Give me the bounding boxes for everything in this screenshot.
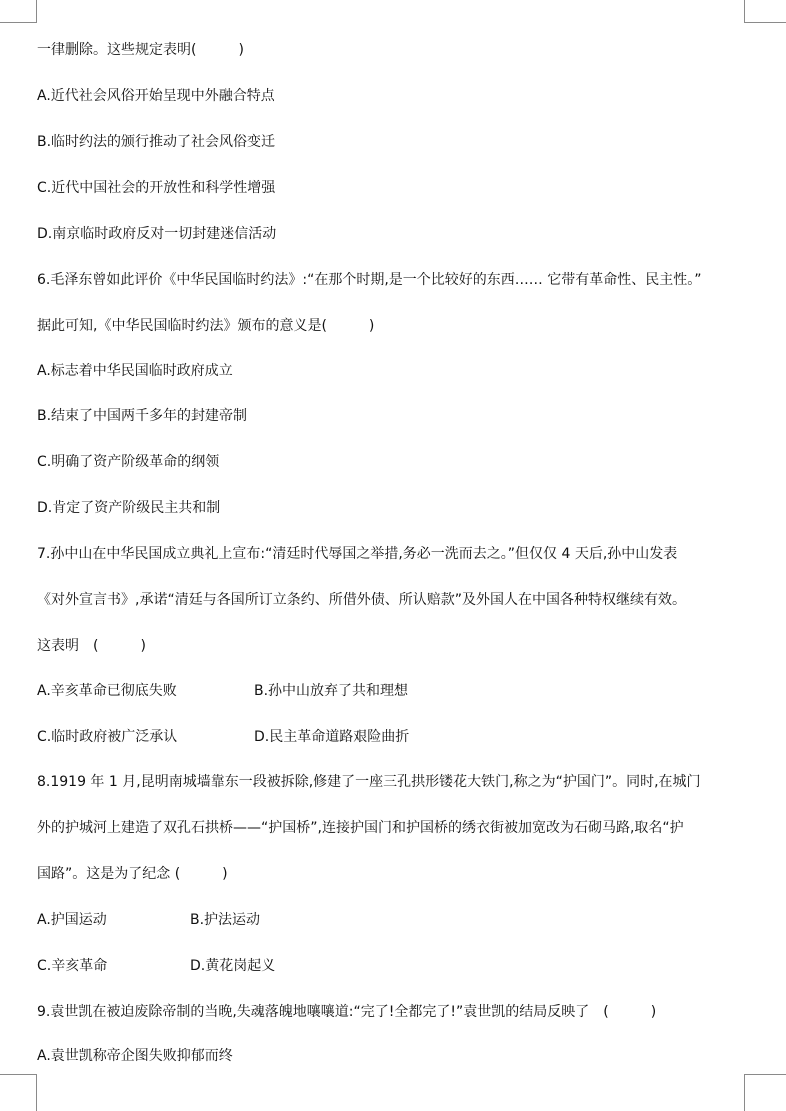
q5-option-d: D.南京临时政府反对一切封建迷信活动	[37, 226, 277, 242]
q7-option-b: B.孙中山放弃了共和理想	[254, 683, 409, 699]
q7-option-d: D.民主革命道路艰险曲折	[254, 729, 410, 745]
q9-option-a: A.袁世凯称帝企图失败抑郁而终	[37, 1048, 233, 1064]
q5-option-c: C.近代中国社会的开放性和科学性增强	[37, 180, 276, 196]
q7-option-c: C.临时政府被广泛承认	[37, 729, 178, 745]
q8-stem-line1: 8.1919 年 1 月,昆明南城墙靠东一段被拆除,修建了一座三孔拱形镂花大铁门,称之为“护国门”。同时,在城门	[37, 774, 701, 790]
crop-mark-top-right	[744, 0, 786, 23]
q7-stem-line2: 《对外宣言书》,承诺“清廷与各国所订立条约、所借外债、所认赔款”及外国人在中国各种特权继续有效。	[37, 592, 686, 608]
q8-option-b: B.护法运动	[190, 912, 261, 928]
q7-stem-line3: 这表明 ( )	[37, 638, 146, 654]
q8-stem-line3: 国路”。这是为了纪念 ( )	[37, 866, 228, 882]
q6-option-a: A.标志着中华民国临时政府成立	[37, 363, 233, 379]
q8-option-a: A.护国运动	[37, 912, 107, 928]
crop-mark-top-left	[0, 0, 37, 23]
q9-stem: 9.袁世凯在被迫废除帝制的当晚,失魂落魄地嚷嚷道:“完了!全都完了!”袁世凯的结局反映了 ( )	[37, 1004, 657, 1020]
q8-option-d: D.黄花岗起义	[190, 958, 276, 974]
q6-stem-line2: 据此可知,《中华民国临时约法》颁布的意义是( )	[37, 318, 375, 334]
q5-option-a: A.近代社会风俗开始呈现中外融合特点	[37, 88, 275, 104]
q8-option-c: C.辛亥革命	[37, 958, 108, 974]
q8-stem-line2: 外的护城河上建造了双孔石拱桥——“护国桥”,连接护国门和护国桥的绣衣街被加宽改为石砌马路,取名“护	[37, 820, 684, 836]
q7-stem-line1: 7.孙中山在中华民国成立典礼上宣布:“清廷时代辱国之举措,务必一洗而去之。”但仅仅 4 天后,孙中山发表	[37, 546, 678, 562]
q5-stem-end: 一律删除。这些规定表明( )	[37, 42, 244, 58]
crop-mark-bottom-left	[0, 1074, 37, 1111]
q5-option-b: B.临时约法的颁行推动了社会风俗变迁	[37, 134, 276, 150]
q6-option-b: B.结束了中国两千多年的封建帝制	[37, 408, 248, 424]
crop-mark-bottom-right	[744, 1074, 786, 1111]
q6-option-c: C.明确了资产阶级革命的纲领	[37, 454, 220, 470]
q6-stem-line1: 6.毛泽东曾如此评价《中华民国临时约法》:“在那个时期,是一个比较好的东西…… 它带有革命性、民主性。”	[37, 272, 702, 288]
q6-option-d: D.肯定了资产阶级民主共和制	[37, 500, 221, 516]
q7-option-a: A.辛亥革命已彻底失败	[37, 683, 177, 699]
